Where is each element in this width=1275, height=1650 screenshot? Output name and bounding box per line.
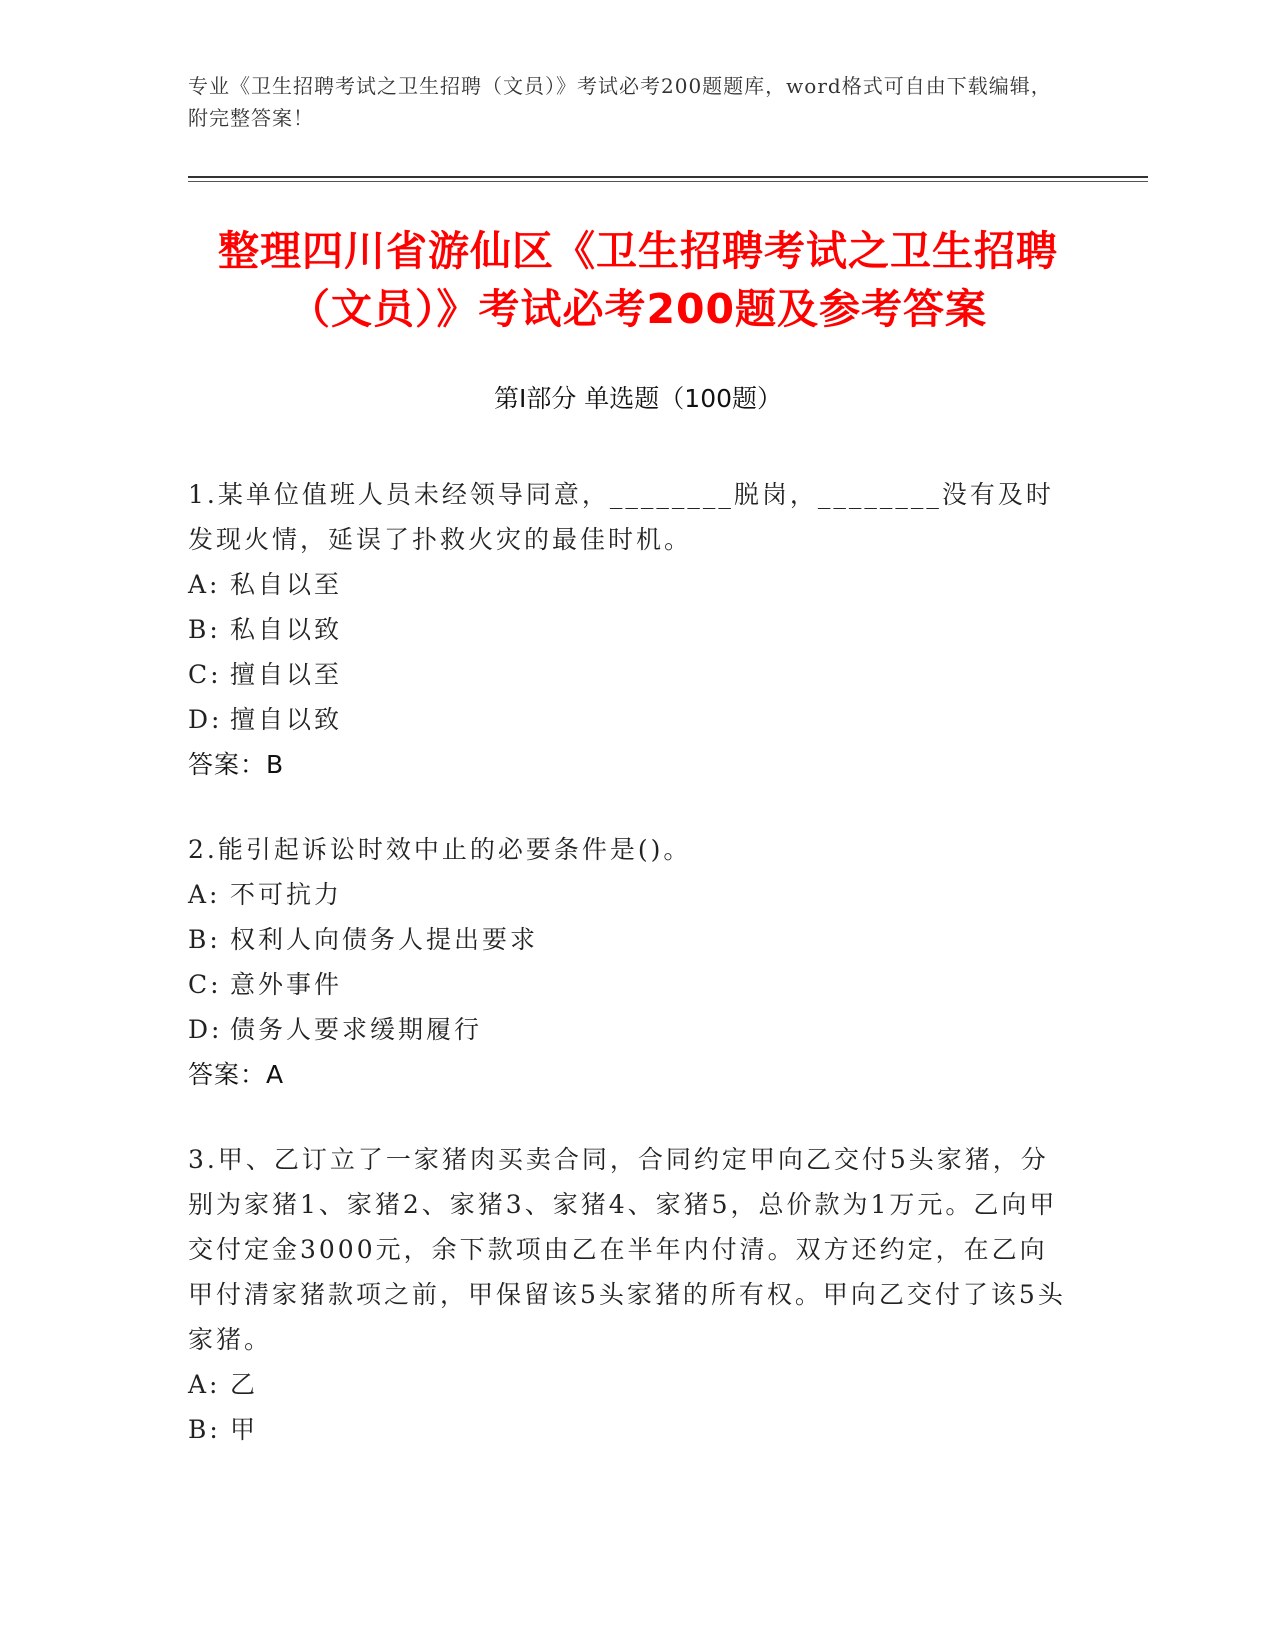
option-letter: B: — [188, 925, 221, 954]
option-text: 擅自以至 — [230, 660, 343, 689]
question-3 — [188, 1137, 1068, 1452]
header-note: 专业《卫生招聘考试之卫生招聘（文员）》考试必考200题题库，word格式可自由下载编辑，附完整答案！ — [188, 74, 1052, 130]
question-list — [188, 472, 1068, 1492]
question-text: 3.甲、乙订立了一家猪肉买卖合同，合同约定甲向乙交付5头家猪，分别为家猪1、家猪2、家猪3、家猪4、家猪5，总价款为1万元。乙向甲交付定金3000元，余下款项由乙在半年内付清。双方还约定，在乙向甲付清家猪款项之前，甲保留该5头家猪的所有权。甲向乙交付了该5头家猪。 — [188, 1145, 1066, 1354]
option-b — [188, 1407, 1068, 1452]
answer-label: 答案：B — [188, 750, 285, 779]
option-letter: D: — [188, 1015, 223, 1044]
option-letter: A: — [188, 880, 221, 909]
question-text: 2.能引起诉讼时效中止的必要条件是()。 — [188, 835, 692, 864]
option-letter: A: — [188, 570, 221, 599]
option-a — [188, 562, 1068, 607]
option-letter: B: — [188, 615, 221, 644]
option-b — [188, 607, 1068, 652]
section-heading: 第Ⅰ部分 单选题（100题） — [493, 384, 783, 413]
question-2 — [188, 827, 1068, 1097]
option-a — [188, 1362, 1068, 1407]
option-letter: C: — [188, 970, 222, 999]
answer-label: 答案：A — [188, 1060, 285, 1089]
option-c — [188, 962, 1068, 1007]
option-b — [188, 917, 1068, 962]
question-text: 1.某单位值班人员未经领导同意，________脱岗，________没有及时发现火情，延误了扑救火灾的最佳时机。 — [188, 480, 1054, 554]
option-text: 甲 — [230, 1415, 259, 1444]
option-letter: B: — [188, 1415, 221, 1444]
option-a — [188, 872, 1068, 917]
option-d — [188, 697, 1068, 742]
document-title: 整理四川省游仙区《卫生招聘考试之卫生招聘（文员）》考试必考200题及参考答案 — [218, 227, 1058, 333]
option-text: 私自以至 — [230, 570, 343, 599]
option-text: 擅自以致 — [230, 705, 343, 734]
option-d — [188, 1007, 1068, 1052]
option-text: 不可抗力 — [230, 880, 343, 909]
header-divider-thin — [188, 181, 1148, 182]
header-divider-thick — [188, 176, 1148, 178]
option-text: 权利人向债务人提出要求 — [230, 925, 539, 954]
option-letter: A: — [188, 1370, 221, 1399]
option-letter: C: — [188, 660, 222, 689]
option-text: 乙 — [230, 1370, 259, 1399]
option-text: 私自以致 — [230, 615, 343, 644]
option-text: 债务人要求缓期履行 — [230, 1015, 483, 1044]
option-c — [188, 652, 1068, 697]
option-letter: D: — [188, 705, 223, 734]
option-text: 意外事件 — [230, 970, 343, 999]
question-1 — [188, 472, 1068, 787]
